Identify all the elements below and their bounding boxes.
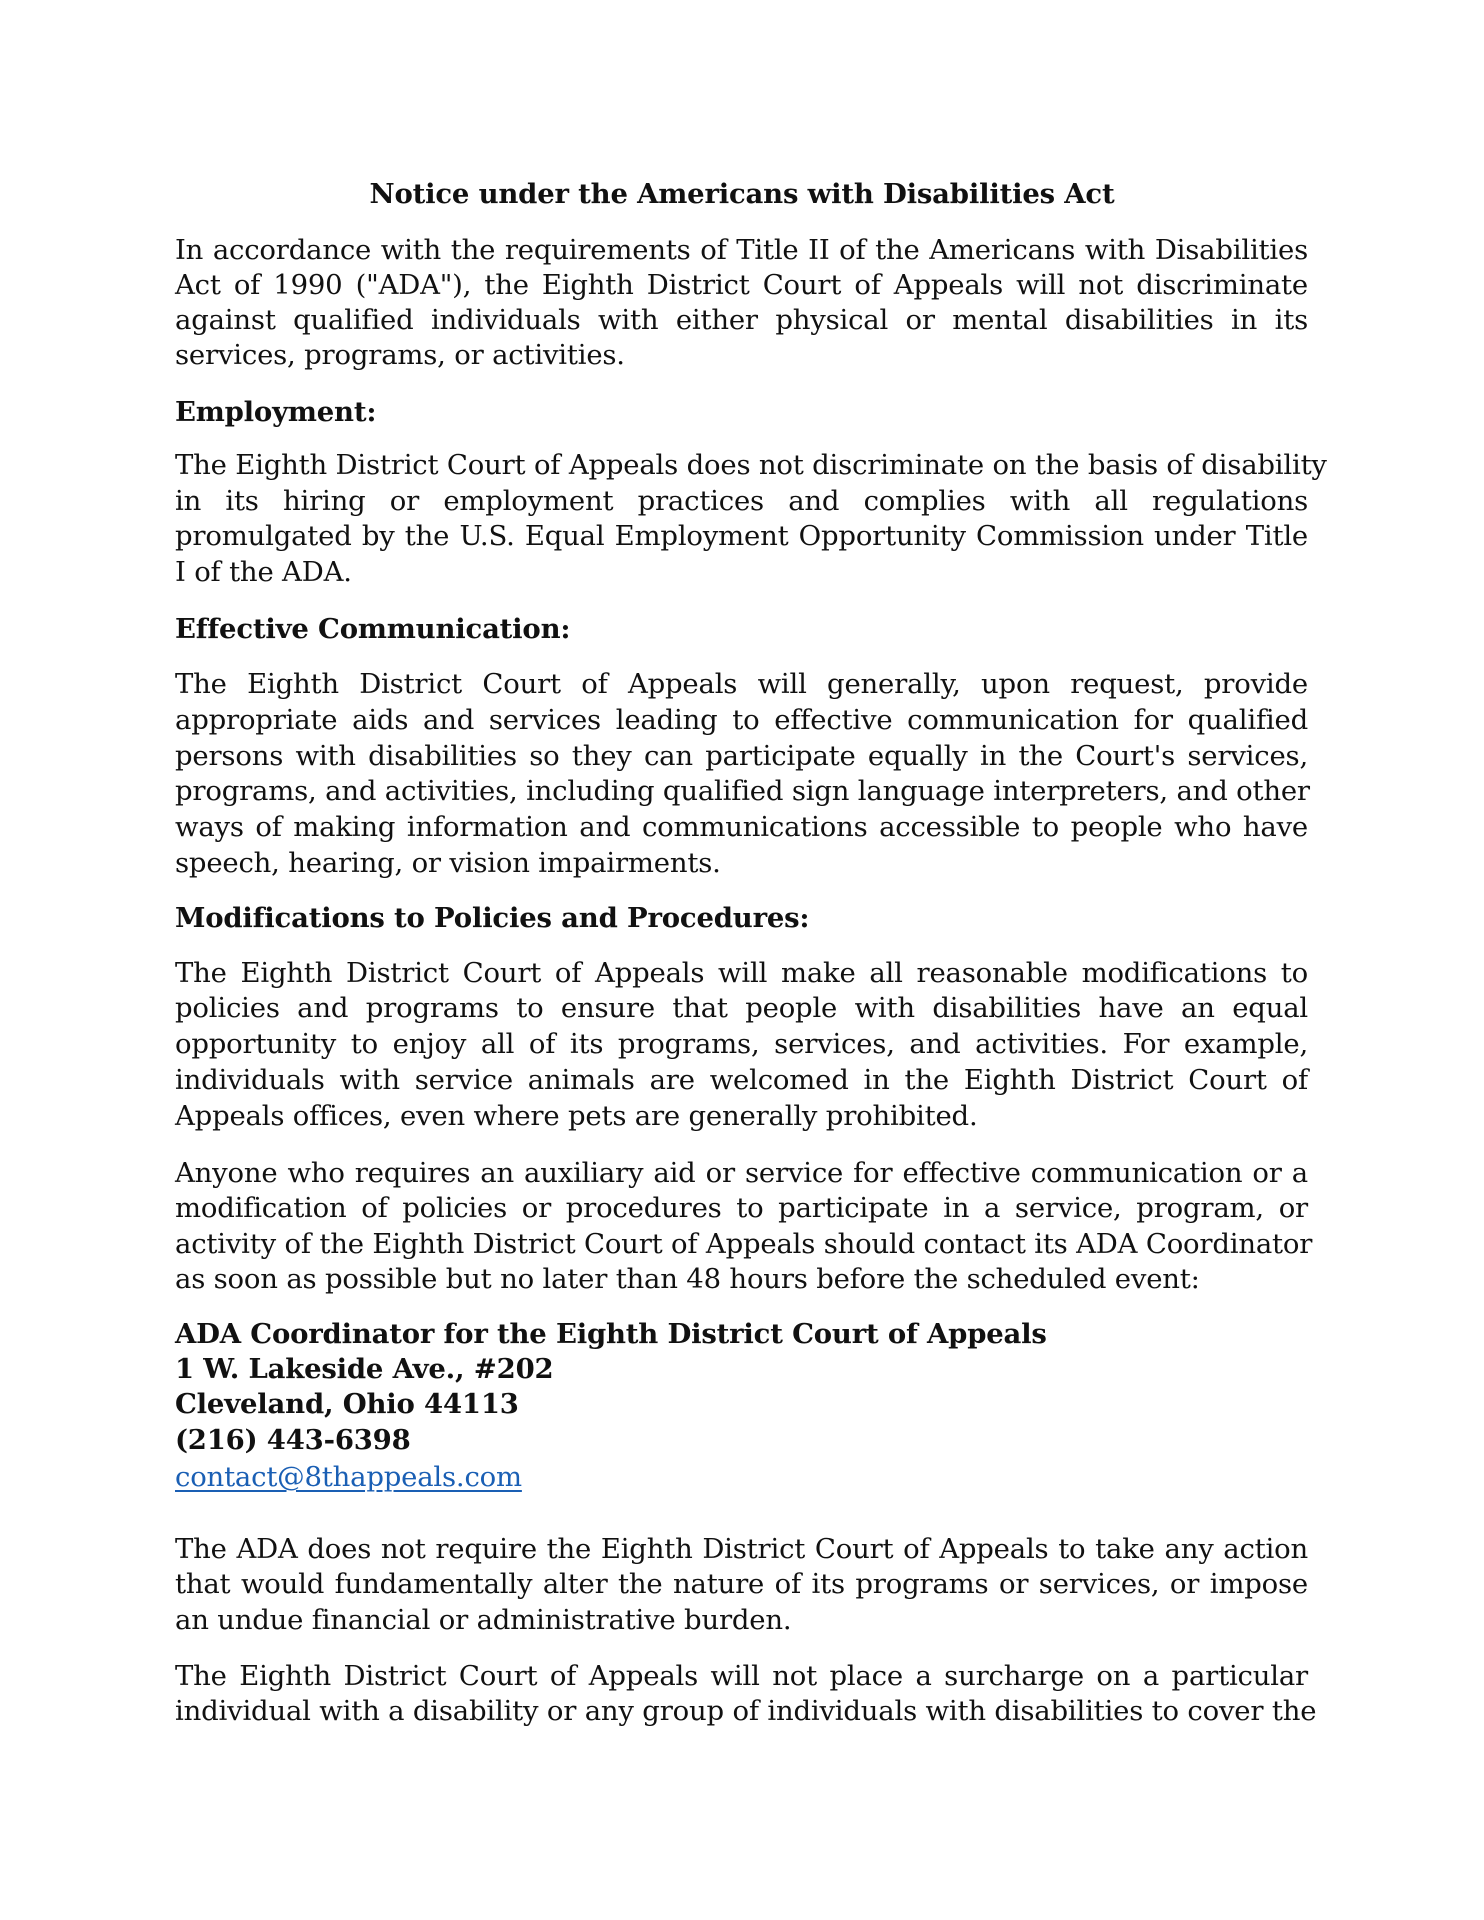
request-line: modification of policies or procedures to participate in a service, program, or [175, 1192, 1308, 1224]
undue-burden-line: The ADA does not require the Eighth District Court of Appeals to take any action [175, 1533, 1308, 1565]
page-title: Notice under the Americans with Disabilities Act [369, 178, 1115, 210]
contact-address-line1: 1 W. Lakeside Ave., #202 [175, 1353, 554, 1385]
contact-phone: (216) 443-6398 [175, 1424, 411, 1456]
modifications-line: The Eighth District Court of Appeals will make all reasonable modifications to [175, 957, 1308, 989]
surcharge-line: The Eighth District Court of Appeals will not place a surcharge on a particular [175, 1660, 1308, 1692]
undue-burden-line: an undue financial or administrative burden. [175, 1604, 792, 1636]
effective-communication-line: persons with disabilities so they can participate equally in the Court's services, [175, 740, 1308, 772]
surcharge-line: individual with a disability or any group of individuals with disabilities to cover the [175, 1695, 1317, 1727]
effective-communication-line: programs, and activities, including qualified sign language interpreters, and other [175, 775, 1310, 807]
contact-name: ADA Coordinator for the Eighth District Court of Appeals [175, 1318, 1047, 1350]
employment-line: in its hiring or employment practices and complies with all regulations [175, 485, 1308, 517]
request-line: as soon as possible but no later than 48 hours before the scheduled event: [175, 1263, 1200, 1295]
effective-communication-line: appropriate aids and services leading to effective communication for qualified [175, 704, 1308, 736]
modifications-line: individuals with service animals are welcomed in the Eighth District Court of [175, 1064, 1308, 1096]
intro-line: services, programs, or activities. [175, 339, 625, 371]
modifications-line: Appeals offices, even where pets are generally prohibited. [175, 1100, 978, 1132]
employment-line: The Eighth District Court of Appeals does not discriminate on the basis of disability [175, 449, 1327, 481]
employment-heading: Employment: [175, 396, 377, 428]
effective-communication-line: ways of making information and communications accessible to people who have [175, 811, 1308, 843]
modifications-line: policies and programs to ensure that people with disabilities have an equal [175, 992, 1308, 1024]
request-line: Anyone who requires an auxiliary aid or service for effective communication or a [175, 1157, 1308, 1189]
effective-communication-line: speech, hearing, or vision impairments. [175, 847, 721, 879]
modifications-line: opportunity to enjoy all of its programs, services, and activities. For example, [175, 1028, 1308, 1060]
request-line: activity of the Eighth District Court of Appeals should contact its ADA Coordinator [175, 1228, 1313, 1260]
employment-line: I of the ADA. [175, 556, 352, 588]
undue-burden-line: that would fundamentally alter the nature of its programs or services, or impose [175, 1568, 1308, 1600]
employment-line: promulgated by the U.S. Equal Employment Opportunity Commission under Title [175, 520, 1308, 552]
intro-line: against qualified individuals with either physical or mental disabilities in its [175, 304, 1308, 336]
intro-line: In accordance with the requirements of Title II of the Americans with Disabilities [175, 234, 1308, 266]
modifications-heading: Modifications to Policies and Procedures: [175, 902, 810, 934]
effective-communication-heading: Effective Communication: [175, 613, 571, 645]
contact-email-link[interactable]: contact@8thappeals.com [175, 1461, 522, 1493]
intro-line: Act of 1990 ("ADA"), the Eighth District Court of Appeals will not discriminate [175, 269, 1308, 301]
effective-communication-line: The Eighth District Court of Appeals will generally, upon request, provide [175, 668, 1308, 700]
contact-address-line2: Cleveland, Ohio 44113 [175, 1388, 519, 1420]
